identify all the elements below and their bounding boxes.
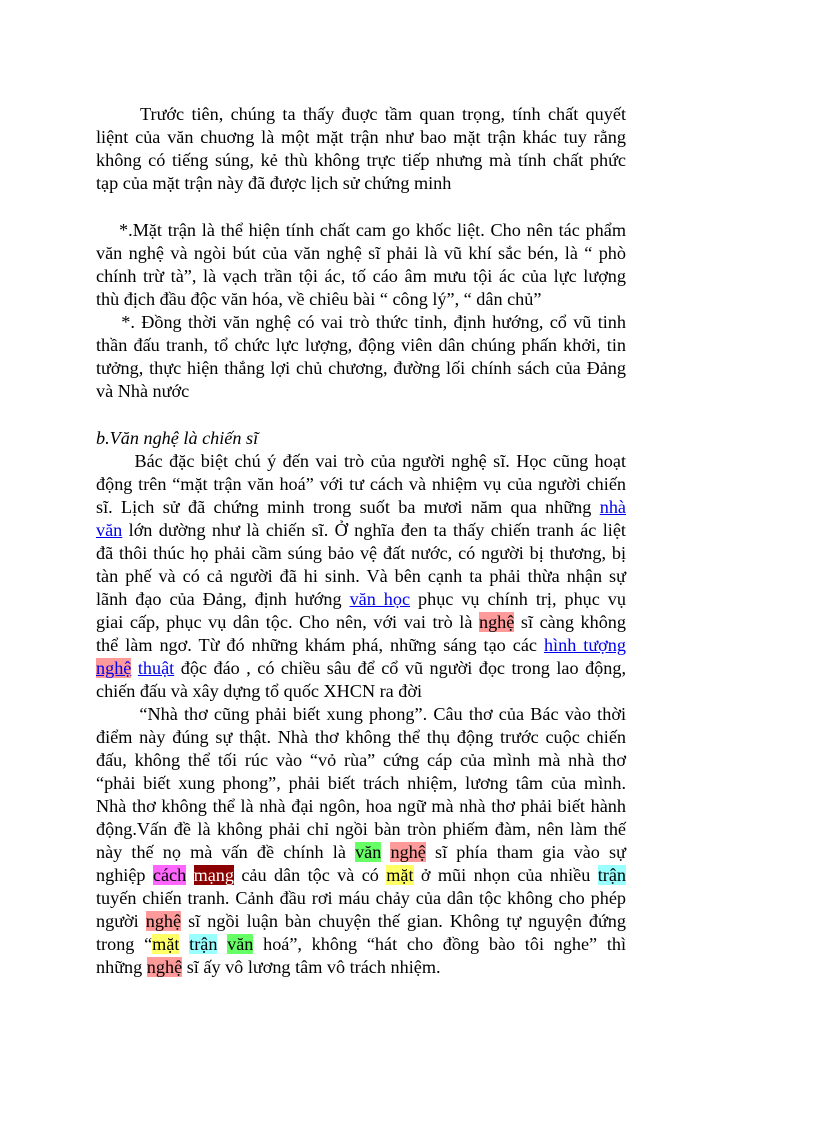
text-line: thù địch đầu độc văn hóa, về chiêu bài “ công lý”, “ dân chủ” xyxy=(96,289,542,309)
text-segment: người xyxy=(96,911,146,931)
highlight-mat: mặt xyxy=(386,865,414,885)
text-line: tạp của mặt trận này đã được lịch sử chứng minh xyxy=(96,173,452,193)
text-segment: sĩ ấy vô lương tâm vô trách nhiệm. xyxy=(182,957,441,977)
document-page xyxy=(96,103,626,979)
text-segment: trong “ xyxy=(96,934,153,954)
paragraph-intro xyxy=(96,103,626,195)
text-segment: sĩ càng không xyxy=(514,612,626,632)
link-thuat[interactable]: thuật xyxy=(137,658,175,678)
highlight-van: văn xyxy=(227,934,254,954)
section-heading: b.Văn nghệ là chiến sĩ xyxy=(96,428,259,448)
text-segment: lãnh đạo của Đảng, định hướng xyxy=(96,589,350,609)
text-line: đã thôi thúc họ phải cầm súng bảo vệ đất nước, có người bị thương, bị xyxy=(96,543,626,563)
highlight-nghe: nghệ xyxy=(478,612,515,632)
text-line xyxy=(96,910,626,933)
text-line: thần đấu tranh, tổ chức lực lượng, động viên dân chúng phấn khởi, tin xyxy=(96,335,626,355)
text-line: tuyến chiến tranh. Cảnh đầu rơi máu chảy của dân tộc không cho phép xyxy=(96,888,626,908)
link-hinh-tuong[interactable]: hình tượng xyxy=(543,635,626,655)
text-segment: sĩ ngồi luận bàn chuyện thế gian. Không tự nguyện đứng xyxy=(181,911,626,931)
link-nha-van[interactable]: nhà xyxy=(599,497,626,517)
paragraph-dong-thoi xyxy=(96,311,626,403)
text-line: đấu, không thể tối rúc vào “vỏ rùa” cứng cáp của mình mà nhà thơ xyxy=(96,750,626,770)
paragraph-spacer xyxy=(96,195,626,219)
link-van-hoc[interactable]: văn học xyxy=(349,589,411,609)
text-segment: lớn dường như là chiến sĩ. Ở nghĩa đen ta thấy chiến tranh ác liệt xyxy=(122,520,626,540)
highlight-nghe: nghệ xyxy=(390,842,426,862)
text-line: *.Mặt trận là thể hiện tính chất cam go khốc liệt. Cho nên tác phẩm xyxy=(96,220,626,240)
highlight-nghe: nghệ xyxy=(146,957,183,977)
paragraph-van-nghe-chien-si xyxy=(96,450,626,703)
text-segment: thể làm ngơ. Từ đó những khám phá, những sáng tạo các xyxy=(96,635,544,655)
highlight-tran: trận xyxy=(189,934,218,954)
text-line: không có tiếng súng, kẻ thù không trực tiếp nhưng mà tính chất phức xyxy=(96,150,626,170)
text-line: “Nhà thơ cũng phải biết xung phong”. Câu thơ của Bác vào thời xyxy=(96,704,626,724)
text-segment: phục vụ chính trị, phục vụ xyxy=(410,589,626,609)
text-line xyxy=(96,933,626,956)
text-line xyxy=(96,634,626,657)
text-segment: giai cấp, phục vụ dân tộc. Cho nên, với vai trò là xyxy=(96,612,479,632)
text-line xyxy=(96,519,626,542)
text-line: tàn phế và có cả người đã hi sinh. Và bên cạnh ta phải thừa nhận sự xyxy=(96,566,626,586)
text-line: Trước tiên, chúng ta thấy đuợc tầm quan trọng, tính chất quyết xyxy=(96,104,626,124)
text-line xyxy=(96,611,626,634)
text-segment: sĩ. Lịch sử đã chứng minh trong suốt ba mươi năm qua những xyxy=(96,497,600,517)
text-line: *. Đồng thời văn nghệ có vai trò thức tỉnh, định hướng, cổ vũ tinh xyxy=(96,312,626,332)
text-line: động trên “mặt trận văn hoá” với tư cách và nhiệm vụ của người chiến xyxy=(96,474,626,494)
text-segment: ở mũi nhọn của nhiều xyxy=(413,865,598,885)
paragraph-nha-tho xyxy=(96,703,626,979)
text-line xyxy=(96,841,626,864)
text-line: tưởng, thực hiện thắng lợi chủ chương, đường lối chính sách của Đảng xyxy=(96,358,626,378)
text-line: điểm này đúng sự thật. Nhà thơ không thể thụ động trước cuộc chiến xyxy=(96,727,626,747)
text-segment: độc đáo , có chiều sâu để cổ vũ người đọc trong lao động, xyxy=(174,658,627,678)
highlight-van: văn xyxy=(355,842,382,862)
text-line: văn nghệ và ngòi bút của văn nghệ sĩ phải là vũ khí sắc bén, là “ phò xyxy=(96,243,626,263)
paragraph-spacer xyxy=(96,403,626,427)
text-line: và Nhà nước xyxy=(96,381,190,401)
text-line xyxy=(96,588,626,611)
text-line: liệnt của văn chuơng là một mặt trận như bao mặt trận khác tuy rằng xyxy=(96,127,626,147)
text-segment: này thế nọ mà vấn đề chính là xyxy=(96,842,356,862)
text-line: chiến đấu và xây dựng tổ quốc XHCN ra đời xyxy=(96,681,423,701)
text-line: chính trừ tà”, là vạch trần tội ác, tố cáo âm mưu tội ác của lực lượng xyxy=(96,266,626,286)
text-segment: nghiệp xyxy=(96,865,153,885)
text-line xyxy=(96,956,626,979)
highlight-cach: cách xyxy=(152,865,187,885)
text-segment: sĩ phía tham gia vào sự xyxy=(425,842,626,862)
text-line: Nhà thơ không thể là nhà đại ngôn, hoa ngữ mà nhà thơ phải biết hành xyxy=(96,796,626,816)
link-nha-van-cont[interactable]: văn xyxy=(96,520,123,540)
text-line: động.Vấn đề là không phải chỉ ngồi bàn tròn phiếm đàm, nên làm thế xyxy=(96,819,626,839)
paragraph-mat-tran xyxy=(96,219,626,311)
text-line: Bác đặc biệt chú ý đến vai trò của người nghệ sĩ. Học cũng hoạt xyxy=(96,451,626,471)
text-line xyxy=(96,657,626,680)
text-segment: hoá”, không “hát cho đồng bào tôi nghe” thì xyxy=(253,934,627,954)
text-line: “phải biết xung phong”, phải biết trách nhiệm, lương tâm của mình. xyxy=(96,773,626,793)
text-segment: những xyxy=(96,957,147,977)
text-line xyxy=(96,864,626,887)
highlight-mang: mạng xyxy=(193,865,234,885)
text-line xyxy=(96,496,626,519)
highlight-nghe: nghệ xyxy=(145,911,182,931)
highlight-tran: trận xyxy=(597,865,626,885)
text-segment: cảu dân tộc và có xyxy=(233,865,387,885)
highlight-mat: mặt xyxy=(152,934,180,954)
link-nghe-highlighted[interactable]: nghệ xyxy=(96,658,132,678)
